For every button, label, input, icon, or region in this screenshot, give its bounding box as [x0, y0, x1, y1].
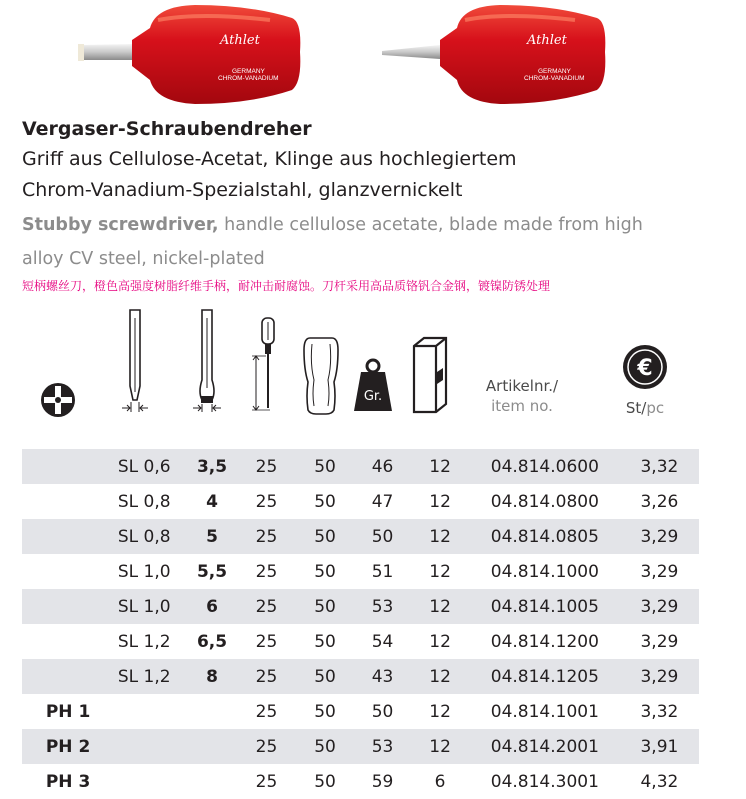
brand-logo: Athlet [527, 33, 567, 48]
blade-length-cell: 25 [255, 491, 278, 512]
packing-unit-cell: 12 [429, 491, 451, 512]
packing-unit-icon [410, 336, 450, 414]
phillips-size-cell [22, 449, 102, 484]
blade-width-cell: 8 [186, 659, 237, 694]
packing-unit-cell: 12 [410, 729, 470, 764]
packing-unit-cell: 6 [434, 771, 446, 792]
description-de-line1: Griff aus Cellulose-Acetat, Klinge aus hochlegiertem [22, 148, 517, 170]
handle-length-cell: 50 [314, 491, 336, 512]
slotted-screwdriver-image [78, 5, 300, 104]
description-en-line2: alloy CV steel, nickel-plated [22, 249, 265, 269]
article-header-de: Artikelnr./ [485, 377, 559, 395]
packing-unit-cell: 12 [410, 519, 470, 554]
article-number-cell: 04.814.1001 [490, 701, 599, 722]
table-row [22, 589, 699, 624]
unit-price-cell: 3,91 [620, 729, 699, 764]
handle-length-cell: 50 [314, 631, 336, 652]
blade-length-cell: 25 [238, 519, 296, 554]
article-header-en: item no. [491, 397, 553, 415]
blade-tip-width-icon [118, 308, 152, 416]
article-number-cell: 04.814.0600 [470, 449, 620, 484]
table-row [22, 624, 699, 659]
slot-size-cell: SL 1,0 [102, 589, 186, 624]
table-row [22, 764, 699, 799]
blade-length-cell: 25 [238, 589, 296, 624]
phillips-size-cell [22, 554, 102, 589]
unit-price-cell: 3,29 [620, 519, 699, 554]
blade-width-cell: 5 [186, 519, 237, 554]
article-number-cell: 04.814.0805 [470, 519, 620, 554]
blade-length-cell: 25 [238, 729, 296, 764]
phillips-size-cell [22, 589, 102, 624]
phillips-size-cell [22, 624, 102, 659]
unit-price-header [614, 398, 676, 418]
blade-length-icon [252, 316, 282, 416]
article-number-cell: 04.814.3001 [490, 771, 599, 792]
packing-unit-cell: 12 [429, 561, 451, 582]
article-number-cell: 04.814.1205 [470, 659, 620, 694]
blade-width-cell: 6 [186, 589, 237, 624]
slot-size-cell: SL 0,8 [117, 491, 171, 512]
blade-width-cell [186, 764, 237, 799]
handle-length-cell: 50 [295, 519, 355, 554]
handle-length-cell: 50 [295, 589, 355, 624]
weight-cell: 50 [371, 701, 394, 722]
unit-header-de: St/ [625, 399, 647, 417]
unit-price-cell: 3,29 [620, 589, 699, 624]
article-number-cell: 04.814.1000 [490, 561, 599, 582]
weight-cell: 47 [371, 491, 394, 512]
product-images [0, 0, 746, 112]
description-en-bold: Stubby screwdriver, [22, 215, 219, 235]
phillips-cross-icon [40, 382, 76, 418]
phillips-size-cell: PH 2 [22, 729, 102, 764]
table-row [22, 484, 699, 519]
blade-width-icon [190, 308, 224, 416]
blade-width-cell: 5,5 [196, 561, 228, 582]
packing-unit-cell: 12 [410, 449, 470, 484]
weight-cell: 54 [371, 631, 394, 652]
table-row [22, 449, 699, 484]
slot-size-cell: SL 0,8 [102, 519, 186, 554]
article-number-header [462, 376, 582, 416]
weight-cell: 53 [355, 729, 410, 764]
weight-cell: 46 [355, 449, 410, 484]
description-en [22, 208, 732, 276]
blade-length-cell: 25 [238, 659, 296, 694]
phillips-size-cell [22, 484, 102, 519]
product-table [22, 449, 699, 799]
phillips-size-cell: PH 3 [45, 771, 91, 792]
unit-header-en: pc [646, 399, 665, 417]
slot-size-cell [102, 694, 186, 729]
weight-cell: 51 [371, 561, 394, 582]
slot-size-cell: SL 1,2 [102, 659, 186, 694]
phillips-size-cell: PH 1 [45, 701, 91, 722]
slot-size-cell: SL 1,2 [117, 631, 171, 652]
handle-text-chrom: CHROM-VANADIUM [524, 75, 585, 82]
blade-width-cell: 6,5 [196, 631, 228, 652]
slot-size-cell [102, 729, 186, 764]
blade-width-cell [186, 729, 237, 764]
packing-unit-cell: 12 [410, 659, 470, 694]
phillips-screwdriver-image [382, 5, 605, 104]
handle-length-cell: 50 [295, 449, 355, 484]
product-title: Vergaser-Schraubendreher [22, 118, 312, 140]
handle-length-cell: 50 [314, 701, 336, 722]
description-cn: 短柄螺丝刀，橙色高强度树脂纤维手柄，耐冲击耐腐蚀。刀杆采用高品质铬钒合金钢，镀镍防锈处理 [22, 279, 551, 293]
blade-width-cell [186, 694, 237, 729]
unit-price-cell: 3,32 [620, 449, 699, 484]
table-row [22, 694, 699, 729]
euro-icon [622, 344, 668, 390]
article-number-cell: 04.814.0800 [490, 491, 599, 512]
blade-length-cell: 25 [255, 771, 278, 792]
article-number-cell: 04.814.1200 [490, 631, 599, 652]
weight-cell: 59 [371, 771, 394, 792]
weight-icon-label: Gr. [363, 389, 383, 404]
handle-length-cell: 50 [295, 659, 355, 694]
unit-price-cell: 3,32 [640, 701, 679, 722]
table-row [22, 519, 699, 554]
unit-price-cell: 4,32 [640, 771, 679, 792]
handle-length-cell: 50 [314, 561, 336, 582]
unit-price-cell: 3,29 [620, 659, 699, 694]
handle-text-germany: GERMANY [538, 68, 571, 75]
blade-length-cell: 25 [255, 701, 278, 722]
weight-icon [353, 358, 393, 412]
blade-width-cell: 4 [206, 491, 218, 512]
handle-text-chrom: CHROM-VANADIUM [218, 75, 279, 82]
unit-price-cell: 3,26 [640, 491, 679, 512]
table-header [22, 306, 722, 426]
packing-unit-cell: 12 [410, 589, 470, 624]
weight-cell: 43 [355, 659, 410, 694]
unit-price-cell: 3,29 [640, 631, 679, 652]
weight-cell: 53 [355, 589, 410, 624]
slot-size-cell: SL 1,0 [117, 561, 171, 582]
description-de-line2: Chrom-Vanadium-Spezialstahl, glanzvernickelt [22, 179, 463, 201]
weight-cell: 50 [355, 519, 410, 554]
handle-length-cell: 50 [314, 771, 336, 792]
slot-size-cell [102, 764, 186, 799]
unit-price-cell: 3,29 [640, 561, 679, 582]
handle-length-cell: 50 [295, 729, 355, 764]
table-row [22, 554, 699, 589]
blade-length-cell: 25 [238, 449, 296, 484]
slot-size-cell: SL 0,6 [102, 449, 186, 484]
article-number-cell: 04.814.2001 [470, 729, 620, 764]
blade-width-cell: 3,5 [186, 449, 237, 484]
blade-length-cell: 25 [255, 631, 278, 652]
handle-text-germany: GERMANY [232, 68, 265, 75]
description-block [22, 114, 732, 296]
blade-length-cell: 25 [255, 561, 278, 582]
article-number-cell: 04.814.1005 [470, 589, 620, 624]
phillips-size-cell [22, 519, 102, 554]
description-en-rest: handle cellulose acetate, blade made from high [218, 215, 643, 235]
handle-icon [302, 336, 340, 416]
table-row [22, 729, 699, 764]
svg-text:€: € [637, 356, 653, 381]
brand-logo: Athlet [220, 33, 260, 48]
packing-unit-cell: 12 [429, 631, 451, 652]
packing-unit-cell: 12 [429, 701, 451, 722]
phillips-size-cell [22, 659, 102, 694]
table-row [22, 659, 699, 694]
